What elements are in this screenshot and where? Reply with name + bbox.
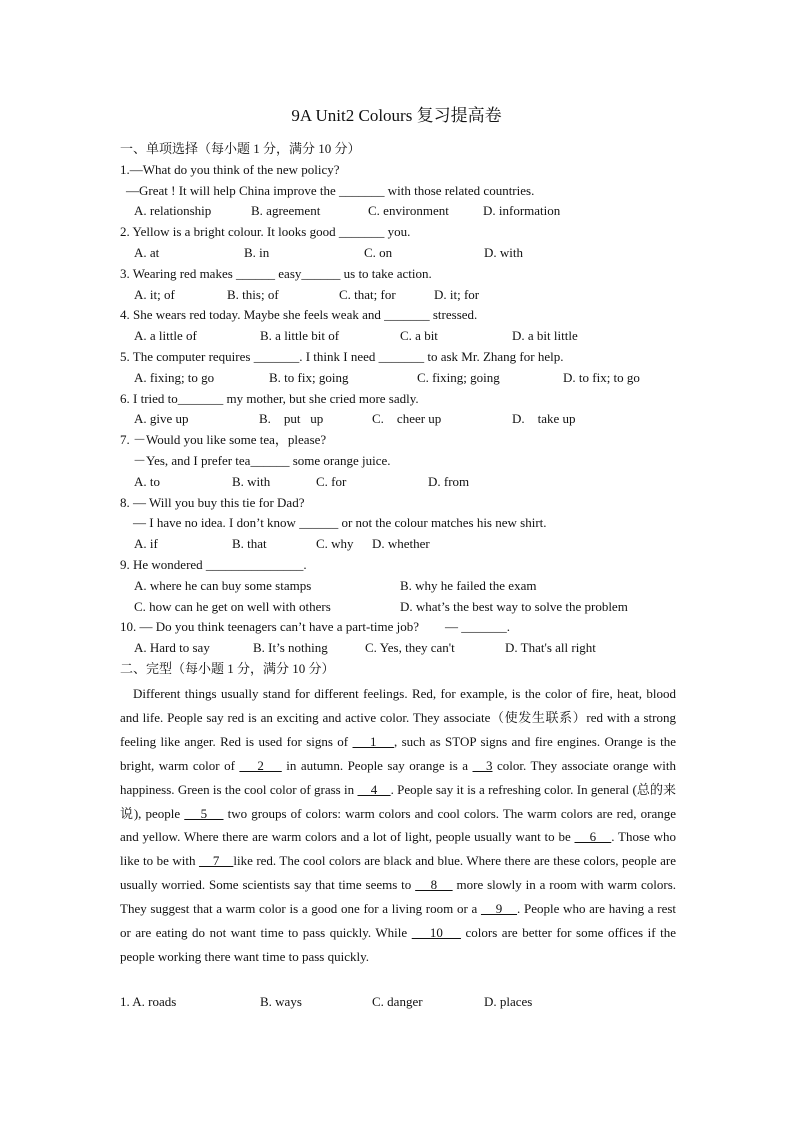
question-8-reply: — I have no idea. I don’t know ______ or not the colour matches his new shirt. (133, 515, 547, 530)
question-10-option-d: D. That's all right (505, 640, 596, 655)
question-1-stem: 1.—What do you think of the new policy? (120, 162, 340, 177)
blank-4: 4 (357, 781, 391, 797)
question-7-option-d: D. from (428, 474, 470, 489)
blank-7: 7 (198, 853, 234, 869)
cloze-question-1-option-a: 1. A. roads (120, 994, 177, 1009)
question-2-stem: 2. Yellow is a bright colour. It looks good _______ you. (120, 224, 411, 239)
question-5-stem: 5. The computer requires _______. I think I need _______ to ask Mr. Zhang for help. (120, 349, 564, 364)
question-6-option-d: D. take up (512, 411, 576, 426)
question-9-option-c: C. how can he get on well with others (134, 599, 331, 614)
passage-text: like red. The cool colors are black and blue. Where there are these colors, people are usually worried. Some scientists say that time seems to (120, 853, 677, 893)
question-2-option-d: D. with (484, 245, 523, 260)
blank-8: 8 (415, 877, 453, 893)
question-8-option-b: B. that (232, 536, 267, 551)
question-10-option-b: B. It’s nothing (253, 640, 328, 655)
question-8-stem: 8. — Will you buy this tie for Dad? (120, 495, 305, 510)
passage-text: color. They associate orange with happiness. Green is the cool color of grass in (120, 757, 677, 797)
blank-1: 1 (352, 733, 394, 749)
question-6-option-b: B. put up (259, 411, 324, 426)
passage-text: colors are better for some offices if the people working there want time to pass quickly. (120, 925, 676, 964)
passage-text: , such as STOP signs and fire engines. Orange is the bright, warm color of (120, 733, 676, 773)
question-4-option-a: A. a little of (134, 328, 197, 343)
cloze-question-1-option-b: B. ways (260, 994, 302, 1009)
question-1-option-c: C. environment (368, 203, 449, 218)
blank-3: 3 (472, 757, 493, 773)
blank-10: 10 (411, 925, 461, 941)
question-2-option-c: C. on (364, 245, 393, 260)
question-7-stem: 7. －Would you like some tea，please? (120, 432, 327, 447)
blank-6: 6 (574, 829, 612, 845)
question-9-option-b: B. why he failed the exam (400, 578, 537, 593)
question-7-reply: －Yes, and I prefer tea______ some orange juice. (133, 453, 391, 468)
question-4-stem: 4. She wears red today. Maybe she feels weak and _______ stressed. (120, 307, 478, 322)
question-10-option-a: A. Hard to say (134, 640, 210, 655)
blank-5: 5 (184, 805, 224, 821)
question-8-option-c: C. why (316, 536, 354, 551)
question-6-stem: 6. I tried to_______ my mother, but she cried more sadly. (120, 391, 419, 406)
blank-9: 9 (480, 901, 518, 917)
question-6-option-c: C. cheer up (372, 411, 442, 426)
question-9-stem: 9. He wondered _______________. (120, 557, 307, 572)
question-1-option-b: B. agreement (251, 203, 321, 218)
page-title: 9A Unit2 Colours 复习提高卷 (291, 106, 502, 125)
passage-text: two groups of colors: warm colors and cool colors. The warm colors are red, orange and yellow. Where there are warm colors and a lot of light, people usually want to be (120, 805, 676, 845)
question-1-reply: —Great ! It will help China improve the _______ with those related countries. (126, 183, 535, 198)
question-7-option-b: B. with (232, 474, 271, 489)
question-4-option-c: C. a bit (400, 328, 438, 343)
passage-text: more slowly in a room with warm colors. They suggest that a warm color is a good one for a living room or a (120, 877, 677, 917)
question-5-option-a: A. fixing; to go (134, 370, 215, 385)
question-3-option-a: A. it; of (134, 287, 175, 302)
question-3-option-d: D. it; for (434, 287, 480, 302)
question-5-option-d: D. to fix; to go (563, 370, 640, 385)
question-3-stem: 3. Wearing red makes ______ easy______ us to take action. (120, 266, 432, 281)
question-3-option-b: B. this; of (227, 287, 279, 302)
question-10-option-c: C. Yes, they can't (365, 640, 455, 655)
passage-text: in autumn. People say orange is a (286, 757, 469, 773)
section-heading-cloze: 二、完型（每小题 1 分，满分 10 分） (120, 661, 335, 676)
question-3-option-c: C. that; for (339, 287, 396, 302)
passage-text: . People who are having a rest or are eating do not want time to pass quickly. While (120, 901, 677, 941)
question-6-option-a: A. give up (134, 411, 189, 426)
cloze-question-1-option-d: D. places (484, 994, 533, 1009)
question-7-option-a: A. to (134, 474, 160, 489)
section-heading-multiple-choice: 一、单项选择（每小题 1 分，满分 10 分） (120, 141, 361, 156)
question-5-option-c: C. fixing; going (417, 370, 500, 385)
passage-text: . Those who like to be with (120, 829, 676, 869)
question-4-option-d: D. a bit little (512, 328, 578, 343)
question-9-option-d: D. what’s the best way to solve the problem (400, 599, 628, 614)
question-5-option-b: B. to fix; going (269, 370, 349, 385)
question-7-option-c: C. for (316, 474, 347, 489)
question-1-option-a: A. relationship (134, 203, 212, 218)
passage-text: . People say it is a refreshing color. In general (总的来说), people (120, 781, 677, 821)
question-8-option-a: A. if (134, 536, 158, 551)
blank-2: 2 (239, 757, 282, 773)
question-1-option-d: D. information (483, 203, 561, 218)
question-8-option-d: D. whether (372, 536, 430, 551)
question-2-option-a: A. at (134, 245, 160, 260)
cloze-question-1-option-c: C. danger (372, 994, 423, 1009)
passage-text: Different things usually stand for different feelings. Red, for example, is the color of fire, heat, blood and life. People say red is an exciting and active color. They associate（使发生联系）red with a strong feeling like anger. Red is used for signs of (120, 686, 676, 749)
question-10-stem: 10. — Do you think teenagers can’t have a part-time job? — _______. (120, 619, 511, 634)
question-2-option-b: B. in (244, 245, 270, 260)
question-4-option-b: B. a little bit of (260, 328, 340, 343)
cloze-passage (120, 682, 676, 969)
question-9-option-a: A. where he can buy some stamps (134, 578, 312, 593)
